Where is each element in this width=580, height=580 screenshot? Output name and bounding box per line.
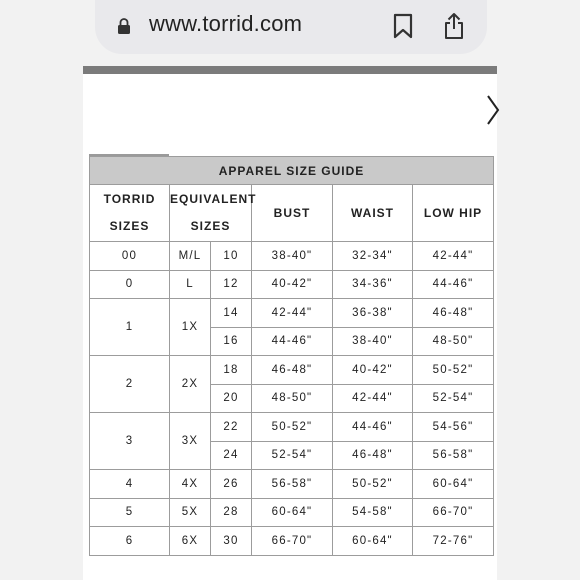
page-top-strip xyxy=(83,66,497,74)
waist-value: 44-46" xyxy=(333,413,413,442)
table-row xyxy=(90,242,494,271)
waist-value: 54-58" xyxy=(333,498,413,527)
equiv-number: 14 xyxy=(211,299,252,328)
header-waist: WAIST xyxy=(333,185,413,242)
waist-value: 38-40" xyxy=(333,327,413,356)
table-row xyxy=(90,270,494,299)
torrid-size: 4 xyxy=(90,470,170,499)
equiv-number: 30 xyxy=(211,527,252,556)
waist-value: 36-38" xyxy=(333,299,413,328)
equiv-number: 28 xyxy=(211,498,252,527)
torrid-size: 5 xyxy=(90,498,170,527)
equiv-letter: 2X xyxy=(170,356,211,413)
table-row xyxy=(90,413,494,442)
bust-value: 40-42" xyxy=(252,270,333,299)
torrid-size: 6 xyxy=(90,527,170,556)
equiv-letter: L xyxy=(170,270,211,299)
torrid-size: 00 xyxy=(90,242,170,271)
bust-value: 48-50" xyxy=(252,384,333,413)
header-low-hip: LOW HIP xyxy=(413,185,494,242)
address-bar[interactable] xyxy=(95,0,487,54)
header-equivalent-sizes: EQUIVALENT SIZES xyxy=(170,185,252,242)
header-torrid-sizes: TORRID SIZES xyxy=(90,185,170,242)
bust-value: 42-44" xyxy=(252,299,333,328)
torrid-size: 2 xyxy=(90,356,170,413)
bust-value: 60-64" xyxy=(252,498,333,527)
torrid-size: 1 xyxy=(90,299,170,356)
table-row xyxy=(90,470,494,499)
torrid-size: 0 xyxy=(90,270,170,299)
waist-value: 50-52" xyxy=(333,470,413,499)
hip-value: 46-48" xyxy=(413,299,494,328)
hip-value: 48-50" xyxy=(413,327,494,356)
hip-value: 50-52" xyxy=(413,356,494,385)
hip-value: 66-70" xyxy=(413,498,494,527)
chevron-right-icon[interactable] xyxy=(486,94,500,126)
waist-value: 40-42" xyxy=(333,356,413,385)
equiv-letter: 6X xyxy=(170,527,211,556)
hip-value: 60-64" xyxy=(413,470,494,499)
equiv-letter: 3X xyxy=(170,413,211,470)
table-row xyxy=(90,356,494,385)
torrid-size: 3 xyxy=(90,413,170,470)
bust-value: 52-54" xyxy=(252,441,333,470)
equiv-number: 12 xyxy=(211,270,252,299)
equiv-number: 26 xyxy=(211,470,252,499)
bust-value: 56-58" xyxy=(252,470,333,499)
hip-value: 52-54" xyxy=(413,384,494,413)
waist-value: 46-48" xyxy=(333,441,413,470)
size-guide-table xyxy=(89,156,494,556)
hip-value: 54-56" xyxy=(413,413,494,442)
equiv-letter: 4X xyxy=(170,470,211,499)
equiv-letter: M/L xyxy=(170,242,211,271)
bust-value: 50-52" xyxy=(252,413,333,442)
table-title: APPAREL SIZE GUIDE xyxy=(90,157,494,185)
equiv-number: 18 xyxy=(211,356,252,385)
hip-value: 72-76" xyxy=(413,527,494,556)
bust-value: 44-46" xyxy=(252,327,333,356)
hip-value: 44-46" xyxy=(413,270,494,299)
url-text[interactable]: www.torrid.com xyxy=(149,11,303,36)
equiv-number: 20 xyxy=(211,384,252,413)
waist-value: 34-36" xyxy=(333,270,413,299)
hip-value: 56-58" xyxy=(413,441,494,470)
equiv-letter: 5X xyxy=(170,498,211,527)
equiv-number: 10 xyxy=(211,242,252,271)
equiv-number: 24 xyxy=(211,441,252,470)
equiv-number: 16 xyxy=(211,327,252,356)
waist-value: 42-44" xyxy=(333,384,413,413)
waist-value: 32-34" xyxy=(333,242,413,271)
table-row xyxy=(90,299,494,328)
table-header-row xyxy=(90,185,494,242)
share-icon[interactable] xyxy=(442,12,466,40)
equiv-number: 22 xyxy=(211,413,252,442)
hip-value: 42-44" xyxy=(413,242,494,271)
bust-value: 46-48" xyxy=(252,356,333,385)
equiv-letter: 1X xyxy=(170,299,211,356)
table-row xyxy=(90,527,494,556)
lock-icon xyxy=(117,17,131,35)
bust-value: 38-40" xyxy=(252,242,333,271)
waist-value: 60-64" xyxy=(333,527,413,556)
bust-value: 66-70" xyxy=(252,527,333,556)
header-bust: BUST xyxy=(252,185,333,242)
table-title-row xyxy=(90,157,494,185)
table-row xyxy=(90,498,494,527)
bookmark-icon[interactable] xyxy=(392,13,414,39)
